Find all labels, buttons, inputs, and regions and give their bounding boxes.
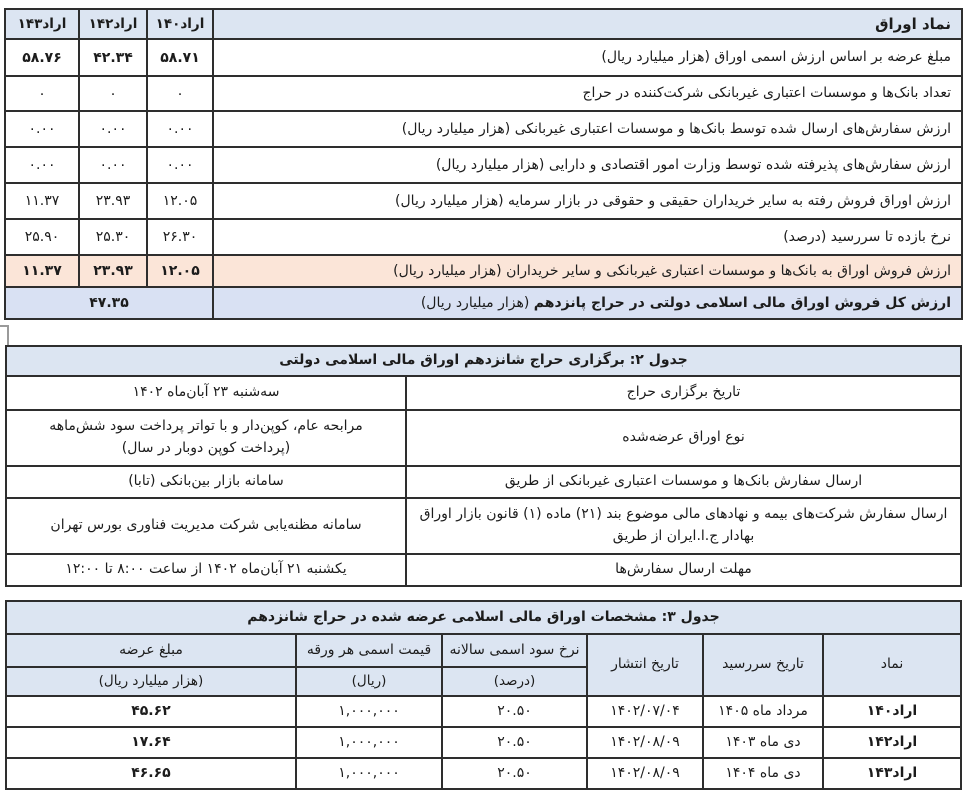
value-cell: ۰.۰۰ xyxy=(5,111,79,147)
table-row xyxy=(6,376,961,410)
value-cell: ۰ xyxy=(5,76,79,111)
row-label: نرخ بازده تا سررسید (درصد) xyxy=(213,219,962,255)
col-header-symbol: نماد xyxy=(823,634,961,696)
table2-title-row xyxy=(6,346,961,376)
col-header-face-price: قیمت اسمی هر ورقه xyxy=(296,634,442,667)
table-row xyxy=(5,111,962,147)
total-label-main: ارزش کل فروش اوراق مالی اسلامی دولتی در حراج پانزدهم xyxy=(533,294,951,311)
issue-date: ۱۴۰۲/۰۸/۰۹ xyxy=(610,733,680,750)
table1-header-row xyxy=(5,9,962,39)
table-row xyxy=(6,554,961,586)
col-unit-face-price: (ریال) xyxy=(296,667,442,696)
auction-info-table xyxy=(5,345,962,587)
row-label: ارزش فروش اوراق به بانک‌ها و موسسات اعتباری غیربانکی و سایر خریداران (هزار میلیارد ریال) xyxy=(213,255,962,287)
col-header-coupon-rate: نرخ سود اسمی سالانه xyxy=(442,634,587,667)
value-cell: ۰.۰۰ xyxy=(147,147,213,183)
price-cell: ۱,۰۰۰,۰۰۰ xyxy=(296,696,442,727)
row-label: تعداد بانک‌ها و موسسات اعتباری غیربانکی شرکت‌کننده در حراج xyxy=(213,76,962,111)
info-value xyxy=(6,410,406,466)
info-label: نوع اوراق عرضه‌شده xyxy=(406,410,961,466)
page-margin-artifact xyxy=(0,325,9,346)
price-cell: ۱,۰۰۰,۰۰۰ xyxy=(296,758,442,789)
table3-title-row xyxy=(6,601,961,634)
amount-cell: ۱۷.۶۴ xyxy=(6,727,296,758)
value-cell: ۱۲.۰۵ xyxy=(147,183,213,219)
table1-col-header-arad142: اراد۱۴۲ xyxy=(79,9,147,39)
row-label: ارزش سفارش‌های ارسال شده توسط بانک‌ها و موسسات اعتباری غیربانکی (هزار میلیارد ریال) xyxy=(213,111,962,147)
issue-date-cell xyxy=(587,696,703,727)
col-unit-offer-amount: (هزار میلیارد ریال) xyxy=(6,667,296,696)
rate-cell: ۲۰.۵۰ xyxy=(442,727,587,758)
value-cell: ۲۵.۹۰ xyxy=(5,219,79,255)
col-header-maturity-date: تاریخ سررسید xyxy=(703,634,823,696)
value-cell: ۴۲.۳۴ xyxy=(79,39,147,76)
info-label xyxy=(406,498,961,554)
table-row xyxy=(6,758,961,789)
info-value-line2: (پرداخت کوپن دوبار در سال) xyxy=(121,440,291,456)
table-row xyxy=(6,727,961,758)
table-row xyxy=(6,696,961,727)
price-cell: ۱,۰۰۰,۰۰۰ xyxy=(296,727,442,758)
table-row xyxy=(5,39,962,76)
table-row xyxy=(5,76,962,111)
total-label-unit: (هزار میلیارد ریال) xyxy=(420,294,534,311)
amount-cell: ۴۵.۶۲ xyxy=(6,696,296,727)
amount-cell: ۴۶.۶۵ xyxy=(6,758,296,789)
table2-title: جدول ۲: برگزاری حراج شانزدهم اوراق مالی اسلامی دولتی xyxy=(6,346,961,376)
info-value: سه‌شنبه ۲۳ آبان‌ماه ۱۴۰۲ xyxy=(6,376,406,410)
securities-specs-table xyxy=(5,600,962,790)
info-value: یکشنبه ۲۱ آبان‌ماه ۱۴۰۲ از ساعت ۸:۰۰ تا ۱۲:۰۰ xyxy=(6,554,406,586)
value-cell: ۰.۰۰ xyxy=(147,111,213,147)
info-label: مهلت ارسال سفارش‌ها xyxy=(406,554,961,586)
table-row-highlighted xyxy=(5,255,962,287)
symbol-cell: اراد۱۴۰ xyxy=(823,696,961,727)
value-cell: ۰.۰۰ xyxy=(5,147,79,183)
symbol-cell: اراد۱۴۲ xyxy=(823,727,961,758)
value-cell: ۰.۰۰ xyxy=(79,111,147,147)
table1-corner-label: نماد اوراق xyxy=(213,9,962,39)
auction-results-table xyxy=(4,8,963,320)
total-value-cell: ۴۷.۳۵ xyxy=(5,287,213,319)
maturity-cell: دی ماه ۱۴۰۴ xyxy=(703,758,823,789)
value-cell: ۲۵.۳۰ xyxy=(79,219,147,255)
value-cell: ۲۶.۳۰ xyxy=(147,219,213,255)
table-row xyxy=(5,219,962,255)
table3-header-row xyxy=(6,634,961,667)
table1-col-header-arad143: اراد۱۴۳ xyxy=(5,9,79,39)
maturity-cell: دی ماه ۱۴۰۳ xyxy=(703,727,823,758)
value-cell: ۲۳.۹۳ xyxy=(79,255,147,287)
table1-col-header-arad140: اراد۱۴۰ xyxy=(147,9,213,39)
col-header-issue-date: تاریخ انتشار xyxy=(587,634,703,696)
value-cell: ۱۱.۳۷ xyxy=(5,255,79,287)
issue-date-cell xyxy=(587,727,703,758)
issue-date: ۱۴۰۲/۰۷/۰۴ xyxy=(610,702,680,719)
row-label: ارزش سفارش‌های پذیرفته شده توسط وزارت امور اقتصادی و دارایی (هزار میلیارد ریال) xyxy=(213,147,962,183)
rate-cell: ۲۰.۵۰ xyxy=(442,696,587,727)
value-cell: ۱۲.۰۵ xyxy=(147,255,213,287)
issue-date: ۱۴۰۲/۰۸/۰۹ xyxy=(610,764,680,781)
value-cell: ۲۳.۹۳ xyxy=(79,183,147,219)
table3-title: جدول ۳: مشخصات اوراق مالی اسلامی عرضه شده در حراج شانزدهم xyxy=(6,601,961,634)
info-label: تاریخ برگزاری حراج xyxy=(406,376,961,410)
total-row-label xyxy=(213,287,962,319)
info-label-line1: ارسال سفارش شرکت‌های بیمه و نهادهای مالی موضوع بند (۲۱) ماده (۱) قانون بازار اوراق xyxy=(419,506,948,523)
symbol-cell: اراد۱۴۳ xyxy=(823,758,961,789)
info-value: سامانه بازار بین‌بانکی (تابا) xyxy=(6,466,406,498)
row-label: مبلغ عرضه بر اساس ارزش اسمی اوراق (هزار میلیارد ریال) xyxy=(213,39,962,76)
table-row xyxy=(6,498,961,554)
rate-cell: ۲۰.۵۰ xyxy=(442,758,587,789)
info-value: سامانه مظنه‌یابی شرکت مدیریت فناوری بورس تهران xyxy=(6,498,406,554)
value-cell: ۵۸.۷۱ xyxy=(147,39,213,76)
info-label: ارسال سفارش بانک‌ها و موسسات اعتباری غیربانکی از طریق xyxy=(406,466,961,498)
info-label-line2: بهادار ج.ا.ایران از طریق xyxy=(612,528,755,544)
col-unit-coupon-rate: (درصد) xyxy=(442,667,587,696)
col-header-offer-amount: مبلغ عرضه xyxy=(6,634,296,667)
value-cell: ۰ xyxy=(79,76,147,111)
value-cell: ۰ xyxy=(147,76,213,111)
value-cell: ۰.۰۰ xyxy=(79,147,147,183)
value-cell: ۱۱.۳۷ xyxy=(5,183,79,219)
table-row xyxy=(6,410,961,466)
table-row xyxy=(5,147,962,183)
row-label: ارزش اوراق فروش رفته به سایر خریداران حقیقی و حقوقی در بازار سرمایه (هزار میلیارد ریال) xyxy=(213,183,962,219)
maturity-cell: مرداد ماه ۱۴۰۵ xyxy=(703,696,823,727)
issue-date-cell xyxy=(587,758,703,789)
table-row xyxy=(5,183,962,219)
info-value-line1: مرابحه عام، کوپن‌دار و با تواتر پرداخت سود شش‌ماهه xyxy=(49,418,363,435)
table-total-row xyxy=(5,287,962,319)
value-cell: ۵۸.۷۶ xyxy=(5,39,79,76)
table-row xyxy=(6,466,961,498)
